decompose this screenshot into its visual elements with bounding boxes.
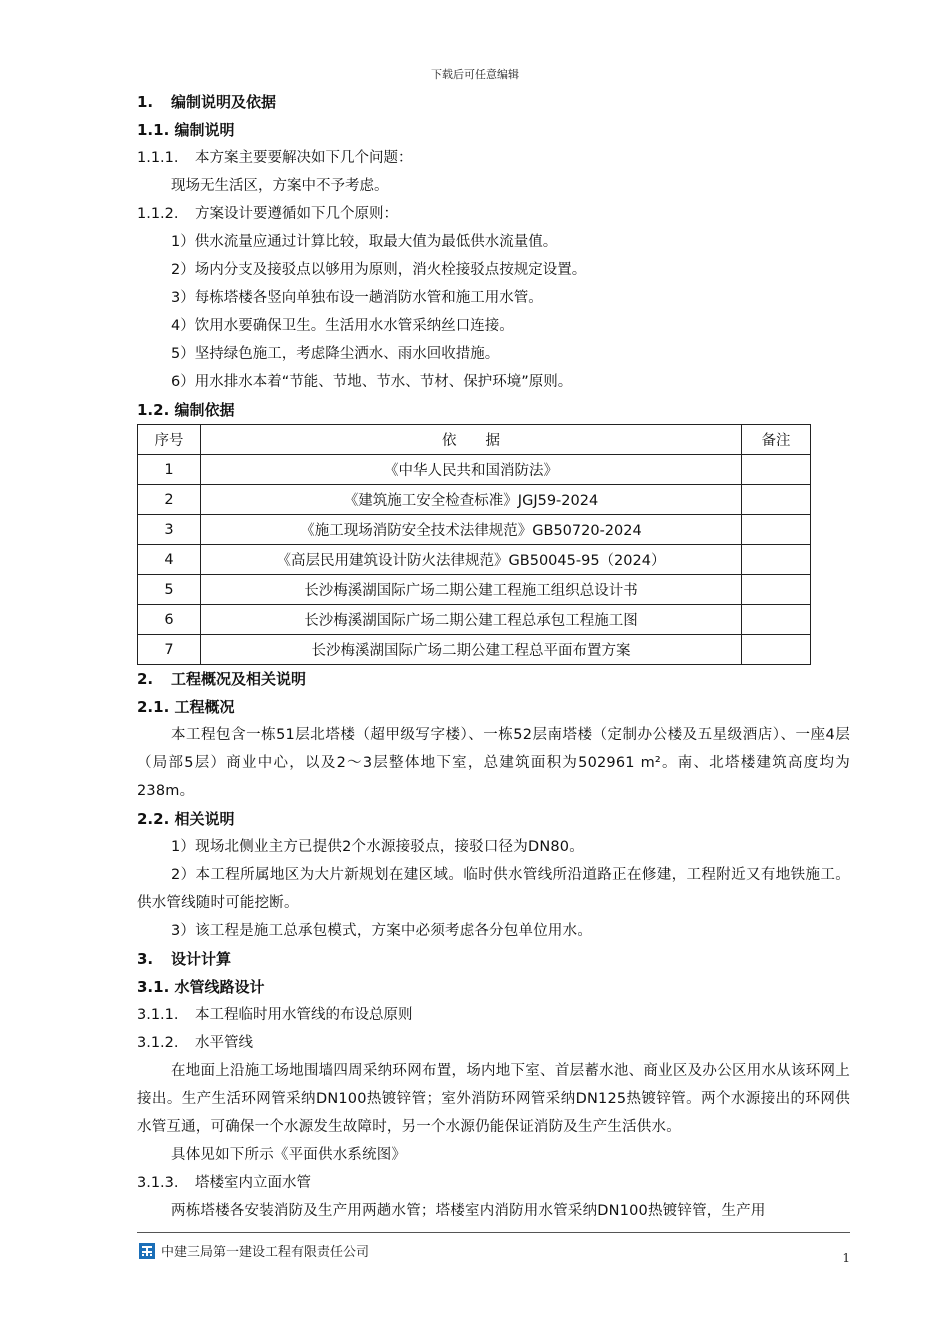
principle-item: 6）用水排水本着“节能、节地、节水、节材、保护环境”原则。 bbox=[171, 374, 573, 390]
table-row bbox=[138, 545, 811, 575]
table-cell-remark bbox=[742, 485, 811, 515]
table-row bbox=[138, 455, 811, 485]
table-cell-remark bbox=[742, 635, 811, 665]
paragraph: 现场无生活区，方案中不予考虑。 bbox=[171, 178, 389, 194]
table-header-cell: 序号 bbox=[138, 425, 201, 455]
section-number: 3.1.1. bbox=[137, 1007, 179, 1023]
table-header-row bbox=[138, 425, 811, 455]
table-cell-no: 3 bbox=[138, 515, 201, 545]
table-cell-no: 4 bbox=[138, 545, 201, 575]
table-row bbox=[138, 515, 811, 545]
table-cell-basis: 《高层民用建筑设计防火法律规范》GB50045-95（2024） bbox=[201, 545, 742, 575]
table-row bbox=[138, 485, 811, 515]
section-number: 3.1.2. bbox=[137, 1035, 179, 1051]
principle-item: 4）饮用水要确保卫生。生活用水水管采纳丝口连接。 bbox=[171, 318, 514, 334]
section-number: 1.1.2. bbox=[137, 206, 179, 222]
table-cell-basis: 《中华人民共和国消防法》 bbox=[201, 455, 742, 485]
table-cell-basis: 长沙梅溪湖国际广场二期公建工程总平面布置方案 bbox=[201, 635, 742, 665]
table-row bbox=[138, 605, 811, 635]
footer-divider bbox=[137, 1232, 850, 1233]
page-header: 下载后可任意编辑 bbox=[431, 68, 519, 81]
section-title: 本工程临时用水管线的布设总原则 bbox=[195, 1007, 413, 1023]
company-name: 中建三局第一建设工程有限责任公司 bbox=[161, 1245, 370, 1260]
principle-item: 2）场内分支及接驳点以够用为原则，消火栓接驳点按规定设置。 bbox=[171, 262, 587, 278]
table-row bbox=[138, 575, 811, 605]
section-1-heading bbox=[137, 88, 850, 116]
section-3-1-3-heading bbox=[137, 1169, 850, 1197]
figure-reference: 具体见如下所示《平面供水系统图》 bbox=[171, 1147, 407, 1163]
section-title: 塔楼室内立面水管 bbox=[195, 1175, 311, 1191]
table-cell-basis: 《施工现场消防安全技术法律规范》GB50720-2024 bbox=[201, 515, 742, 545]
section-title: 工程概况及相关说明 bbox=[171, 670, 307, 688]
principle-item: 3）每栋塔楼各竖向单独布设一趟消防水管和施工用水管。 bbox=[171, 290, 543, 306]
section-2-1-heading: 2.1. 工程概况 bbox=[137, 698, 235, 716]
section-title: 本方案主要要解决如下几个问题： bbox=[195, 150, 413, 166]
page-number: 1 bbox=[842, 1251, 850, 1265]
section-3-1-1-heading bbox=[137, 1001, 850, 1029]
section-1-1-heading: 1.1. 编制说明 bbox=[137, 121, 235, 139]
project-overview-paragraph: 本工程包含一栋51层北塔楼（超甲级写字楼）、一栋52层南塔楼（定制办公楼及五星级酒店）、一座4层（局部5层）商业中心，以及2～3层整体地下室，总建筑面积为502961 m²。南、北塔楼建筑高度均为238m。 bbox=[137, 727, 850, 799]
note-item: 3）该工程是施工总承包模式，方案中必须考虑各分包单位用水。 bbox=[171, 923, 593, 939]
section-number: 1.1.1. bbox=[137, 150, 179, 166]
table-row bbox=[138, 635, 811, 665]
table-cell-remark bbox=[742, 575, 811, 605]
table-cell-no: 2 bbox=[138, 485, 201, 515]
section-number: 3. bbox=[137, 950, 154, 968]
section-1-2-heading: 1.2. 编制依据 bbox=[137, 401, 235, 419]
horizontal-pipe-paragraph: 在地面上沿施工场地围墙四周采纳环网布置，场内地下室、首层蓄水池、商业区及办公区用水从该环网上接出。生产生活环网管采纳DN100热镀锌管；室外消防环网管采纳DN125热镀锌管。两个水源接出的环网供水管互通，可确保一个水源发生故障时，另一个水源仍能保证消防及生产生活供水。 bbox=[137, 1063, 850, 1135]
section-1-1-2-heading bbox=[137, 200, 850, 228]
table-cell-no: 7 bbox=[138, 635, 201, 665]
section-2-2-heading: 2.2. 相关说明 bbox=[137, 810, 235, 828]
principle-item: 5）坚持绿色施工，考虑降尘洒水、雨水回收措施。 bbox=[171, 346, 500, 362]
table-cell-basis: 长沙梅溪湖国际广场二期公建工程施工组织总设计书 bbox=[201, 575, 742, 605]
table-cell-remark bbox=[742, 545, 811, 575]
section-3-1-heading: 3.1. 水管线路设计 bbox=[137, 978, 265, 996]
section-3-1-2-heading bbox=[137, 1029, 850, 1057]
table-cell-remark bbox=[742, 515, 811, 545]
section-number: 2. bbox=[137, 670, 154, 688]
section-title: 编制说明及依据 bbox=[171, 93, 277, 111]
section-1-1-1-heading bbox=[137, 144, 850, 172]
company-logo-icon bbox=[139, 1243, 155, 1259]
table-cell-remark bbox=[742, 455, 811, 485]
note-item: 2）本工程所属地区为大片新规划在建区域。临时供水管线所沿道路正在修建，工程附近又有地铁施工。供水管线随时可能挖断。 bbox=[137, 867, 850, 911]
section-title: 设计计算 bbox=[171, 950, 232, 968]
principle-item: 1）供水流量应通过计算比较，取最大值为最低供水流量值。 bbox=[171, 234, 558, 250]
riser-paragraph: 两栋塔楼各安装消防及生产用两趟水管；塔楼室内消防用水管采纳DN100热镀锌管，生产用 bbox=[171, 1203, 766, 1219]
section-number: 3.1.3. bbox=[137, 1175, 179, 1191]
section-2-heading bbox=[137, 665, 850, 693]
table-cell-remark bbox=[742, 605, 811, 635]
page-footer bbox=[137, 1232, 850, 1272]
section-title: 水平管线 bbox=[195, 1035, 253, 1051]
table-cell-no: 1 bbox=[138, 455, 201, 485]
section-number: 1. bbox=[137, 93, 154, 111]
table-header-cell: 备注 bbox=[742, 425, 811, 455]
section-3-heading bbox=[137, 945, 850, 973]
table-cell-no: 5 bbox=[138, 575, 201, 605]
table-cell-basis: 《建筑施工安全检查标准》JGJ59-2024 bbox=[201, 485, 742, 515]
table-cell-basis: 长沙梅溪湖国际广场二期公建工程总承包工程施工图 bbox=[201, 605, 742, 635]
basis-table bbox=[137, 424, 811, 665]
table-cell-no: 6 bbox=[138, 605, 201, 635]
document-body bbox=[137, 88, 850, 1225]
section-title: 方案设计要遵循如下几个原则： bbox=[195, 206, 398, 222]
note-item: 1）现场北侧业主方已提供2个水源接驳点，接驳口径为DN80。 bbox=[171, 839, 584, 855]
table-header-cell: 依 据 bbox=[201, 425, 742, 455]
